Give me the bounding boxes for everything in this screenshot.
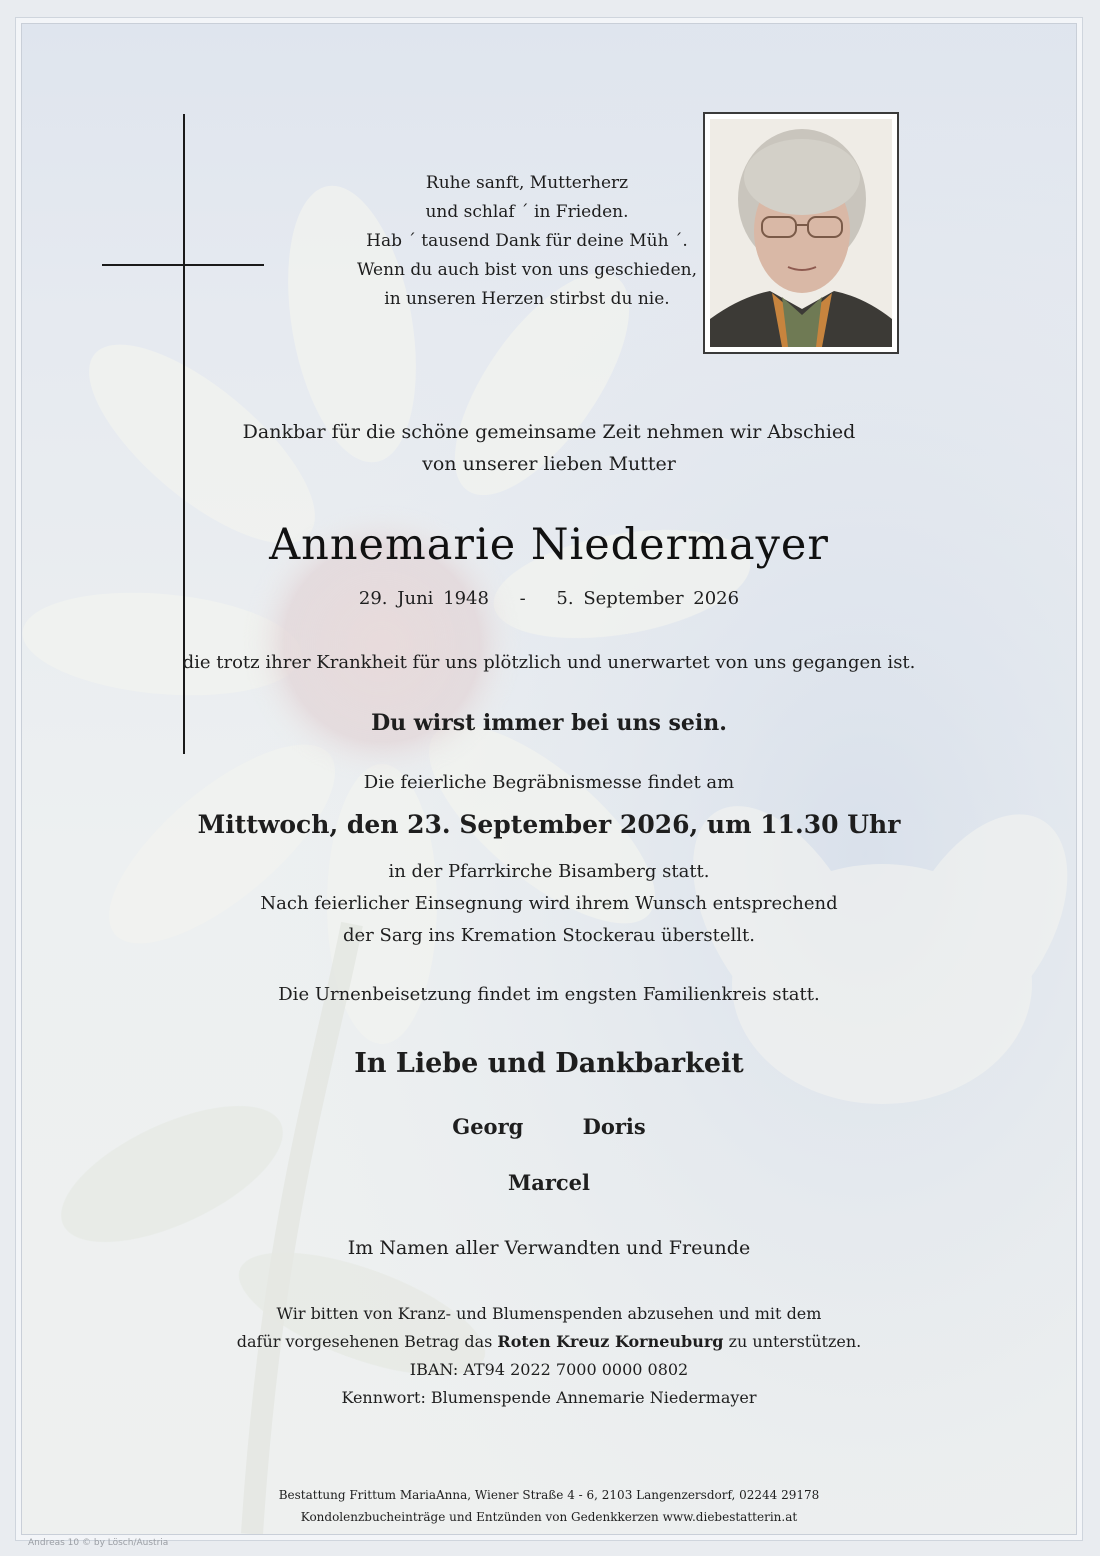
portrait-photo (710, 119, 892, 347)
birth-date: 29. Juni 1948 (358, 588, 489, 609)
mourner-name: Georg (452, 1114, 524, 1139)
intro-line: von unserer lieben Mutter (422, 453, 676, 475)
deceased-name: Annemarie Niedermayer (269, 520, 829, 570)
death-date: 5. September 2026 (556, 588, 740, 609)
mourner-name: Marcel (507, 1170, 591, 1195)
mourner-names-row (22, 1170, 1076, 1195)
poem-line: Wenn du auch bist von uns geschieden, (356, 260, 698, 280)
donation-text: dafür vorgesehenen Betrag das (236, 1332, 498, 1351)
poem-line: Ruhe sanft, Mutterherz (425, 173, 629, 193)
mourner-names-row (22, 1114, 1076, 1139)
date-separator: - (519, 588, 526, 609)
urn-burial-text: Die Urnenbeisetzung findet im engsten Familienkreis statt. (278, 984, 820, 1005)
poem-line: in unseren Herzen stirbst du nie. (384, 289, 670, 309)
funeral-intro: Die feierliche Begräbnismesse findet am (363, 772, 735, 793)
portrait-frame (703, 112, 899, 354)
motto: Du wirst immer bei uns sein. (371, 710, 727, 736)
funeral-date-time: Mittwoch, den 23. September 2026, um 11.30 Uhr (197, 810, 901, 839)
intro-line: Dankbar für die schöne gemeinsame Zeit nehmen wir Abschied (242, 421, 856, 443)
footer-line: Bestattung Frittum MariaAnna, Wiener Straße 4 - 6, 2103 Langenzersdorf, 02244 29178 (278, 1488, 820, 1502)
relatives-line: Im Namen aller Verwandten und Freunde (347, 1237, 751, 1259)
mourner-name: Doris (582, 1114, 646, 1139)
cross-horizontal-bar (102, 264, 264, 266)
memorial-poem (342, 169, 712, 314)
donation-line: Wir bitten von Kranz- und Blumenspenden abzusehen und mit dem (276, 1304, 822, 1323)
mourners-heading: In Liebe und Dankbarkeit (354, 1048, 744, 1079)
donation-text: zu unterstützen. (723, 1332, 862, 1351)
donation-request (22, 1300, 1076, 1412)
passing-text: die trotz ihrer Krankheit für uns plötzlich und unerwartet von uns gegangen ist. (182, 652, 916, 673)
funeral-place-line: in der Pfarrkirche Bisamberg statt. (388, 861, 710, 882)
donation-line (22, 1328, 1076, 1356)
life-dates (22, 588, 1076, 609)
footer-line: Kondolenzbucheinträge und Entzünden von Gedenkkerzen www.diebestatterin.at (300, 1510, 798, 1524)
funeral-place-line: der Sarg ins Kremation Stockerau überstellt. (342, 925, 756, 946)
donation-organization: Roten Kreuz Korneuburg (497, 1332, 724, 1351)
obituary-page (22, 24, 1076, 1534)
donation-keyword: Kennwort: Blumenspende Annemarie Niedermayer (341, 1388, 757, 1407)
template-credit: Andreas 10 © by Lösch/Austria (28, 1538, 169, 1548)
donation-iban: IBAN: AT94 2022 7000 0000 0802 (409, 1360, 689, 1379)
funeral-home-footer (22, 1484, 1076, 1528)
poem-line: Hab ´ tausend Dank für deine Müh ´. (366, 231, 688, 251)
farewell-intro (22, 416, 1076, 480)
funeral-place (22, 856, 1076, 952)
poem-line: und schlaf ´ in Frieden. (425, 202, 629, 222)
funeral-place-line: Nach feierlicher Einsegnung wird ihrem Wunsch entsprechend (260, 893, 838, 914)
